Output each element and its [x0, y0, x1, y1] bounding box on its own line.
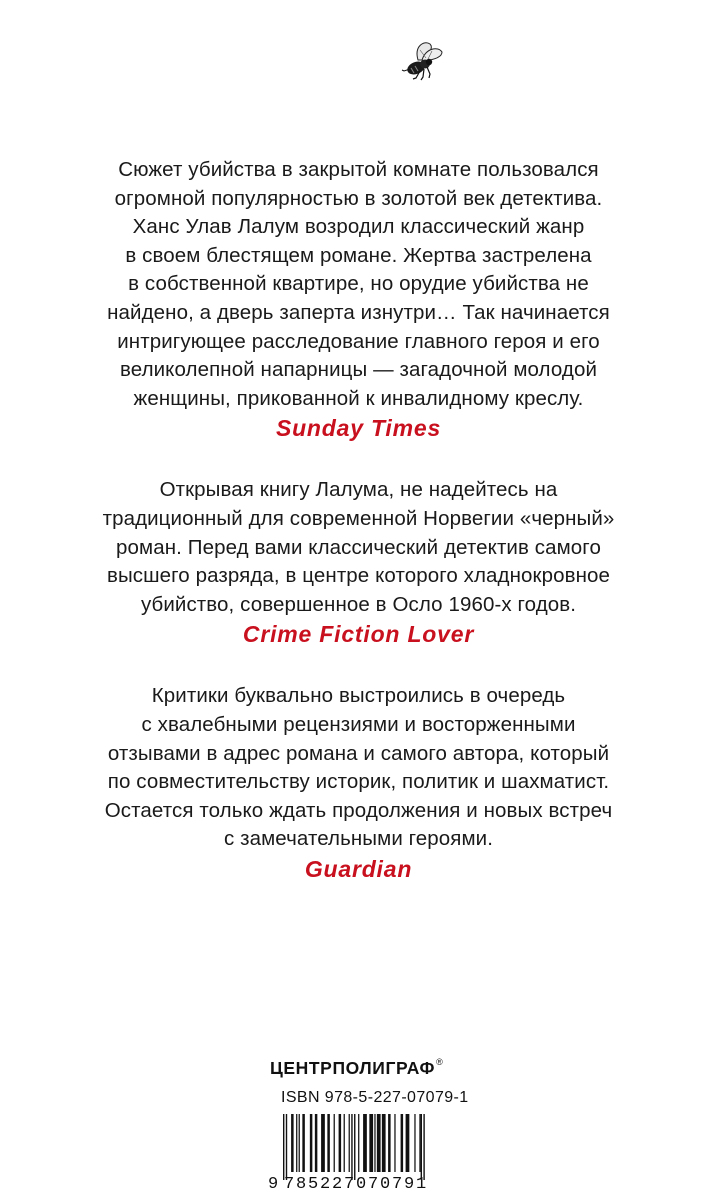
review-line: роман. Перед вами классический детектив самого: [116, 535, 601, 559]
review-line: традиционный для современной Норвегии «черный»: [102, 506, 615, 530]
review-line: Критики буквально выстроились в очередь: [151, 684, 566, 708]
publisher-logo: [270, 1058, 443, 1079]
review-sunday-times: [40, 156, 677, 443]
barcode-bar: [349, 1114, 350, 1172]
review-source: Sunday Times: [275, 415, 442, 442]
barcode-bar: [334, 1114, 335, 1172]
review-line: с замечательными героями.: [223, 827, 494, 851]
review-line: с хвалебными рецензиями и восторженными: [141, 712, 576, 736]
review-line: великолепной напарницы — загадочной молодой: [119, 358, 598, 382]
review-line: отзывами в адрес романа и самого автора, который: [107, 741, 610, 765]
barcode-bar: [419, 1114, 420, 1172]
barcode-bar: [377, 1114, 381, 1172]
review-line: Сюжет убийства в закрытой комнате пользовался: [118, 158, 599, 181]
barcode-bar: [315, 1114, 318, 1172]
review-line: убийство, совершенное в Осло 1960-х годов.: [140, 592, 577, 616]
barcode: [281, 1114, 466, 1184]
barcode-bar: [388, 1114, 391, 1172]
review-line: найдено, а дверь заперта изнутри… Так начинается: [107, 300, 610, 324]
review-line: высшего разряда, в центре которого хладнокровное: [106, 564, 611, 588]
barcode-bar: [351, 1114, 352, 1180]
barcode-bar: [327, 1114, 330, 1172]
barcode-lead-digit: 9: [268, 1175, 281, 1194]
barcode-bar: [358, 1114, 359, 1172]
barcode-bar: [369, 1114, 373, 1172]
barcode-bar: [382, 1114, 386, 1172]
review-line: интригующее расследование главного героя и его: [117, 329, 600, 353]
barcode-bar: [354, 1114, 355, 1180]
publisher-name: ЦЕНТРПОЛИГРАФ: [270, 1058, 436, 1078]
barcode-bar: [291, 1114, 294, 1172]
review-line: Ханс Улав Лалум возродил классический жанр: [132, 215, 585, 239]
review-guardian: [40, 682, 677, 884]
barcode-bar: [394, 1114, 395, 1172]
review-line: огромной популярностью в золотой век детектива.: [114, 186, 603, 210]
review-line: в своем блестящем романе. Жертва застрелена: [125, 243, 592, 267]
registered-mark: ®: [436, 1057, 444, 1067]
barcode-bar: [321, 1114, 325, 1172]
reviews-block: [40, 156, 677, 884]
review-source: Crime Fiction Lover: [242, 621, 475, 648]
barcode-bar: [423, 1114, 424, 1180]
barcode-bar: [363, 1114, 367, 1172]
barcode-bar: [283, 1114, 284, 1180]
barcode-number: 785227070791: [284, 1175, 429, 1194]
review-line: по совместительству историк, политик и шахматист.: [107, 770, 610, 794]
barcode-digits: [268, 1175, 428, 1194]
barcode-bar: [344, 1114, 345, 1172]
barcode-bar: [401, 1114, 404, 1172]
barcode-bar: [299, 1114, 300, 1172]
review-source: Guardian: [304, 855, 413, 882]
barcode-bar: [374, 1114, 375, 1172]
review-crime-fiction-lover: [40, 476, 677, 649]
review-line: Открывая книгу Лалума, не надейтесь на: [159, 478, 558, 502]
barcode-bar: [296, 1114, 297, 1172]
barcode-bar: [406, 1114, 410, 1172]
isbn-label: ISBN 978-5-227-07079-1: [281, 1089, 469, 1106]
barcode-bar: [339, 1114, 342, 1172]
barcode-bar: [310, 1114, 313, 1172]
review-line: в собственной квартире, но орудие убийства не: [128, 272, 589, 296]
review-line: женщины, прикованной к инвалидному креслу.: [133, 386, 584, 410]
barcode-bar: [421, 1114, 422, 1180]
fly-icon: [396, 38, 448, 84]
barcode-bar: [414, 1114, 415, 1172]
barcode-bar: [286, 1114, 287, 1180]
review-line: Остается только ждать продолжения и новых встреч: [104, 798, 613, 822]
barcode-bar: [302, 1114, 305, 1172]
